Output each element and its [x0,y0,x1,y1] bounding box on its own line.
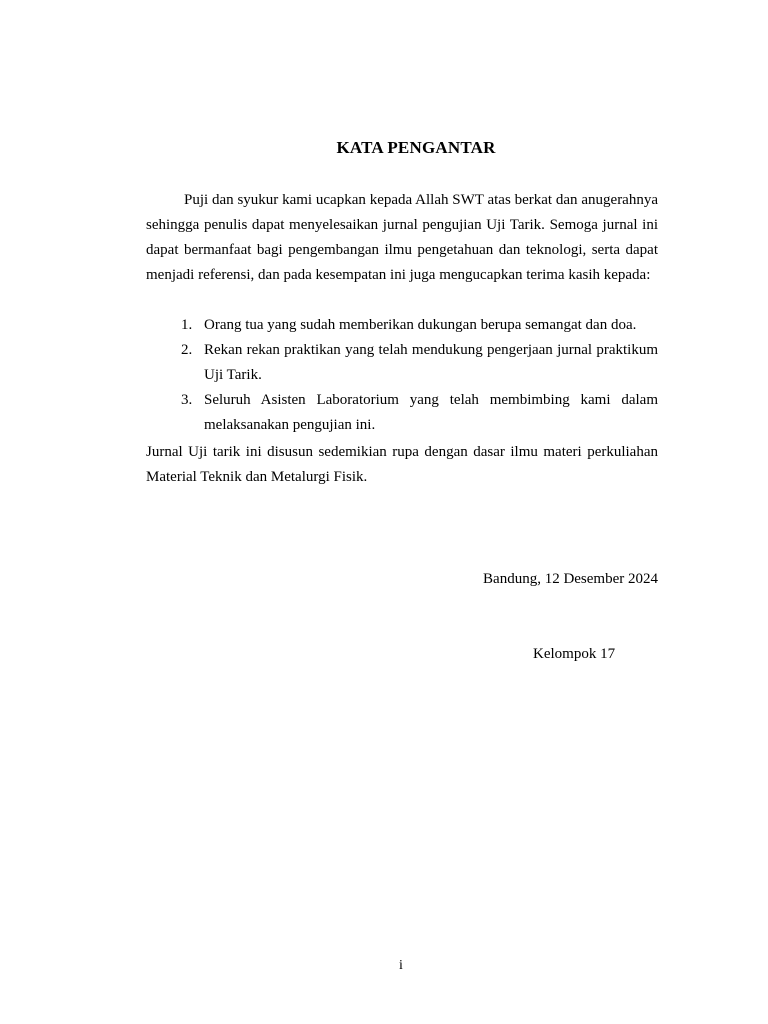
list-item [146,313,658,338]
closing-paragraph: Jurnal Uji tarik ini disusun sedemikian rupa dengan dasar ilmu materi perkuliahan Material Teknik dan Metalurgi Fisik. [146,444,658,485]
list-item [146,388,658,438]
place-date: Bandung, 12 Desember 2024 [483,571,658,587]
list-item [146,338,658,388]
list-item-number: 1. [181,317,193,333]
page-title: KATA PENGANTAR [336,138,496,157]
list-item-number: 3. [181,392,193,408]
list-item-text: Orang tua yang sudah memberikan dukungan berupa semangat dan doa. [204,317,637,333]
list-item-number: 2. [181,342,193,358]
list-item-text: Rekan rekan praktikan yang telah mendukung pengerjaan jurnal praktikum Uji Tarik. [204,342,658,383]
page-number: i [399,958,403,973]
list-item-text: Seluruh Asisten Laboratorium yang telah membimbing kami dalam melaksanakan pengujian ini. [204,392,658,433]
thanks-list [146,313,658,438]
intro-paragraph: Puji dan syukur kami ucapkan kepada Allah SWT atas berkat dan anugerahnya sehingga penulis dapat menyelesaikan jurnal pengujian Uji Tarik. Semoga jurnal ini dapat bermanfaat bagi pengembangan ilmu pengetahuan dan teknologi, serta dapat menjadi referensi, dan pada kesempatan ini juga mengucapkan terima kasih kepada: [146,192,658,283]
signature-group: Kelompok 17 [533,646,616,662]
